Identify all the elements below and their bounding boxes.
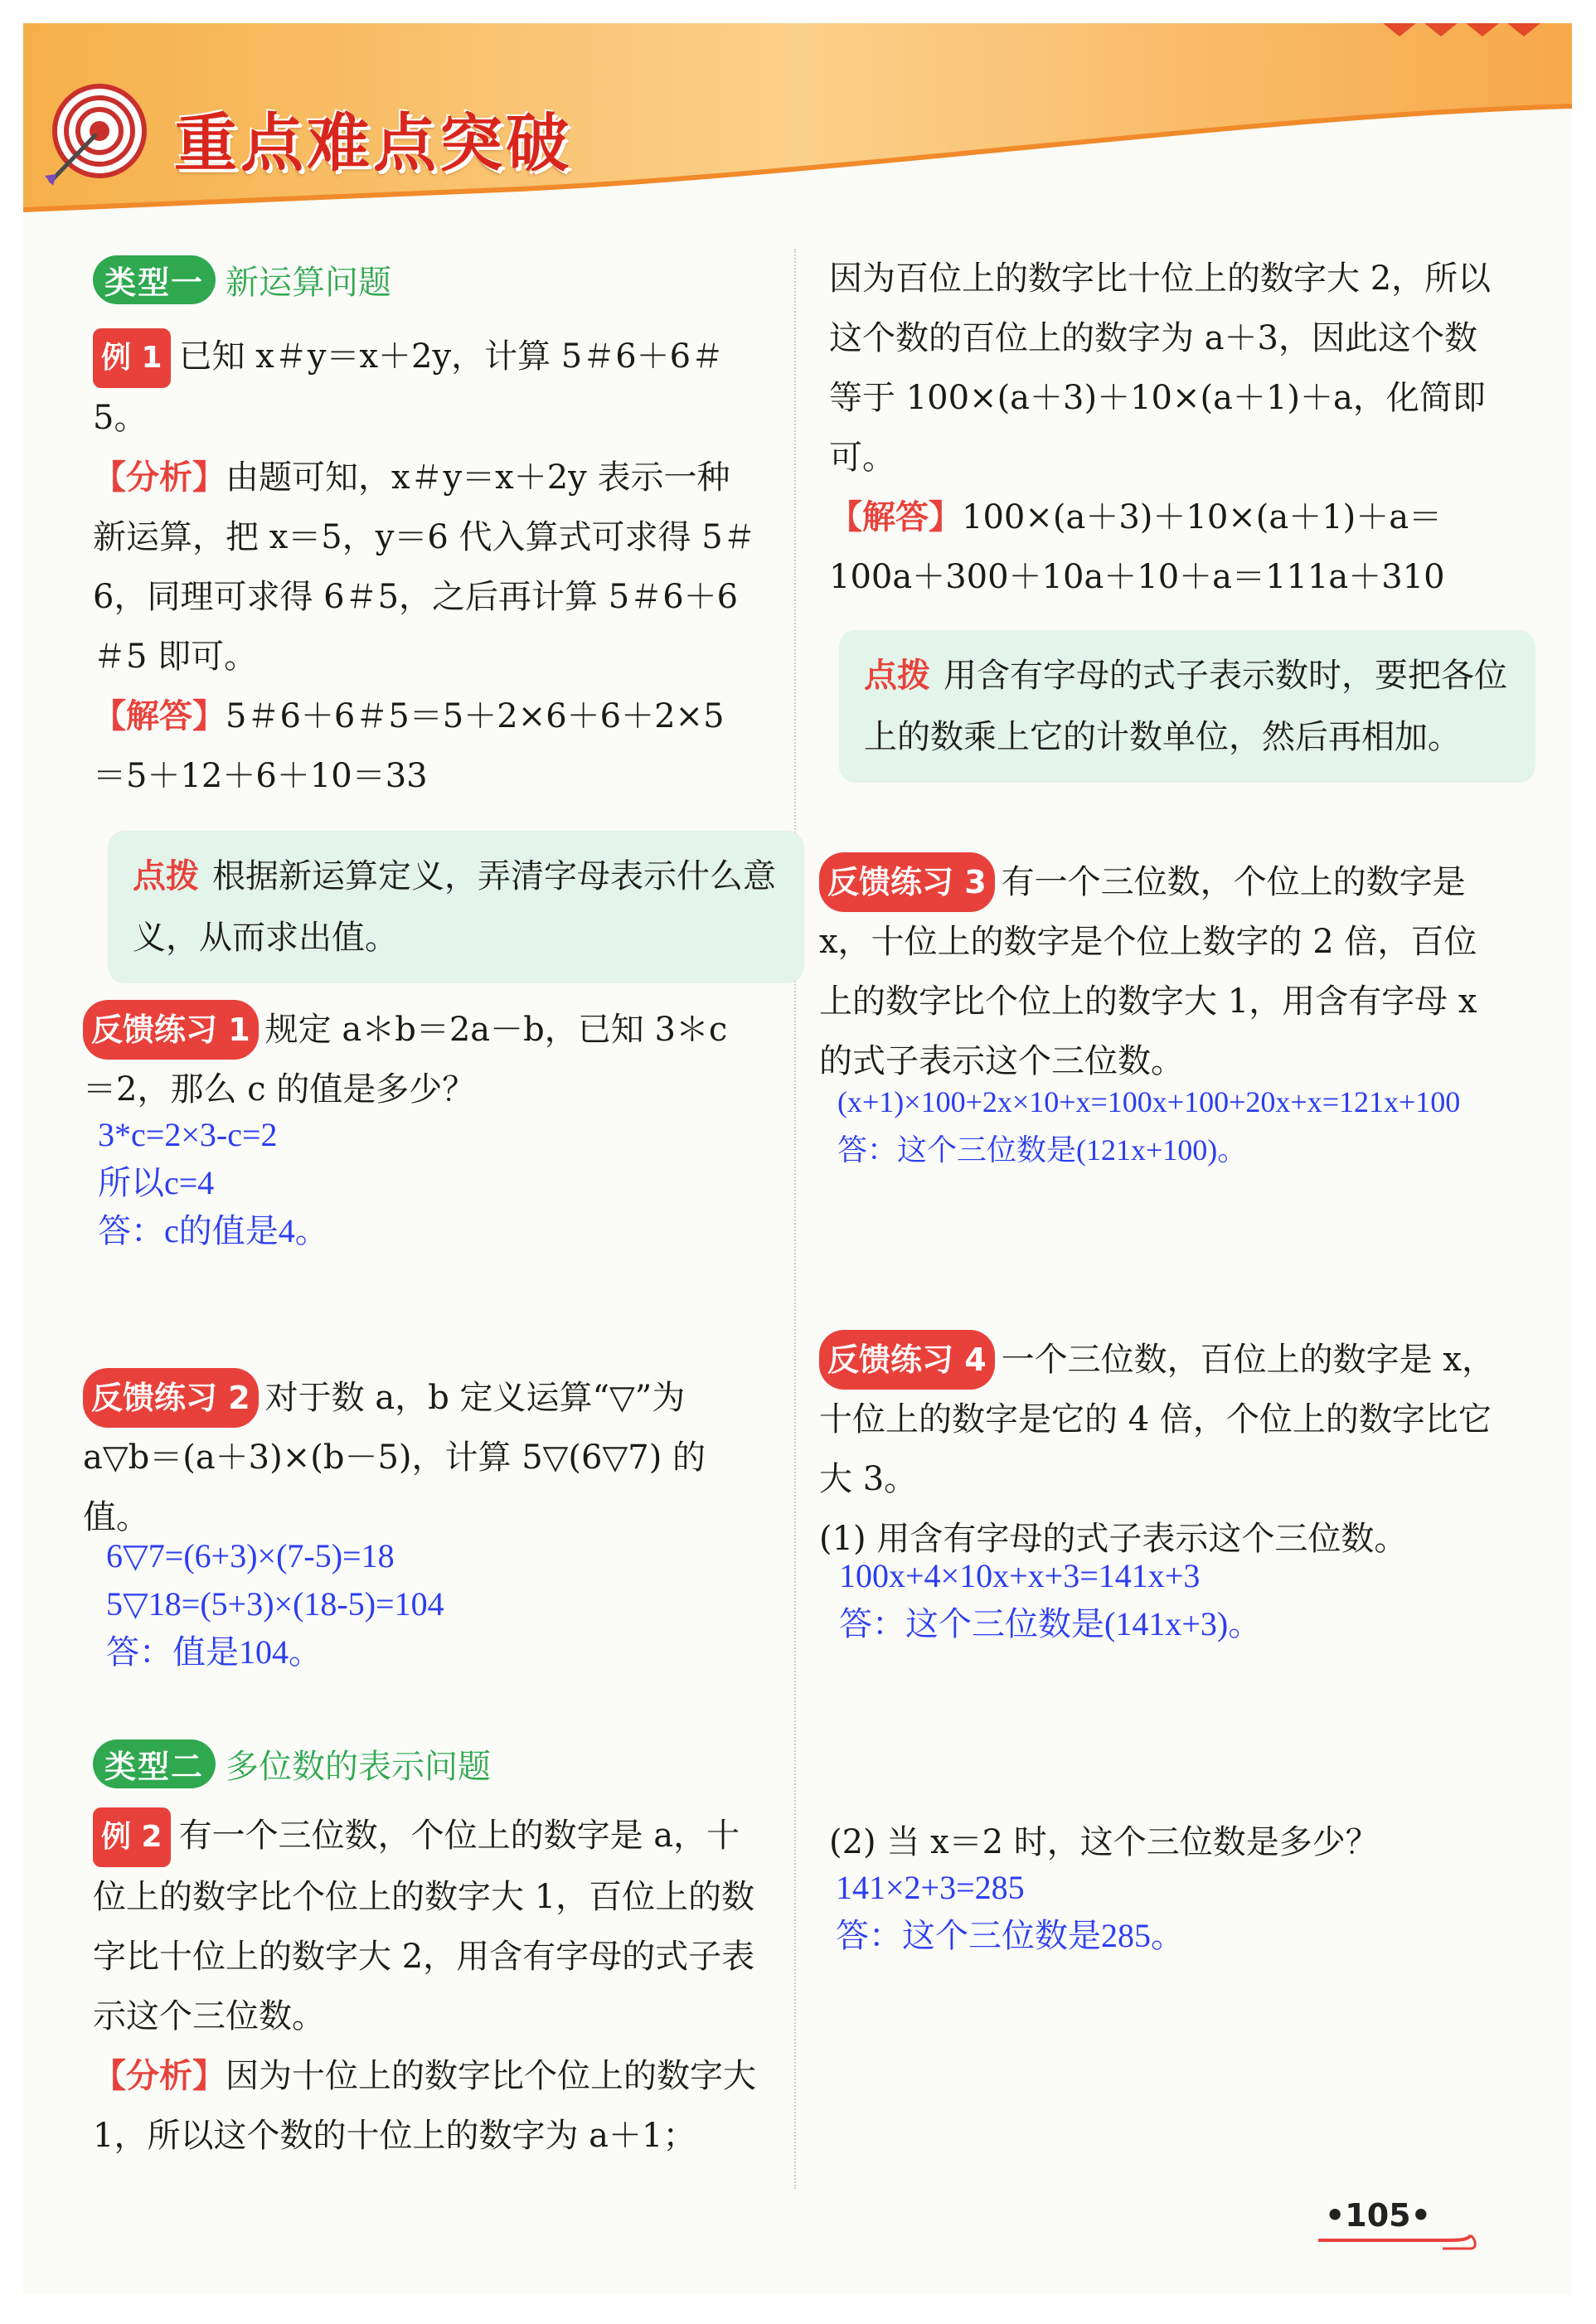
type1-tag: 类型一	[93, 255, 216, 304]
example-2-question: 有一个三位数，个位上的数字是 a，十位上的数字比个位上的数字大 1，百位上的数字比十位上的数字大 2，用含有字母的式子表示这个三位数。	[93, 1817, 755, 2035]
tip-box-2	[839, 630, 1535, 783]
example-2	[93, 1806, 756, 2166]
page-number: •105•	[1325, 2197, 1431, 2234]
example-1	[93, 327, 756, 806]
feedback-4-q2: (2) 当 x＝2 时，这个三位数是多少？	[829, 1823, 1379, 1861]
page-number-underline	[1318, 2230, 1484, 2255]
feedback-1-question: 规定 a＊b＝2a－b，已知 3＊c＝2，那么 c 的值是多少？	[83, 1011, 728, 1109]
feedback-2-question: 对于数 a，b 定义运算“▽”为 a▽b＝(a＋3)×(b－5)，计算 5▽(6▽7) 的值。	[83, 1379, 706, 1536]
type2-title: 多位数的表示问题	[226, 1748, 492, 1786]
feedback-4-q1-handwriting	[839, 1552, 1261, 1648]
handwritten-line: 所以c=4	[98, 1164, 215, 1201]
feedback-4-tag: 反馈练习 4	[819, 1330, 995, 1390]
feedback-3-question: 有一个三位数，个位上的数字是 x，十位上的数字是个位上数字的 2 倍，百位上的数字比个位上的数字大 1，用含有字母 x 的式子表示这个三位数。	[819, 863, 1477, 1080]
example-1-answer: 5＃6＋6＃5＝5＋2×6＋6＋2×5＝5＋12＋6＋10＝33	[93, 697, 725, 795]
example-2-answer: 100×(a＋3)＋10×(a＋1)＋a＝100a＋300＋10a＋10＋a＝111a＋310	[829, 498, 1445, 596]
example-1-tag: 例 1	[93, 328, 171, 388]
feedback-3-tag: 反馈练习 3	[819, 852, 995, 912]
handwritten-line: 6▽7=(6+3)×(7-5)=18	[106, 1537, 395, 1574]
example-2-analysis: 因为十位上的数字比个位上的数字大 1，所以这个数的十位上的数字为 a＋1；	[93, 2057, 756, 2155]
answer-label: 【解答】	[829, 498, 962, 536]
handwritten-line: 141×2+3=285	[836, 1869, 1025, 1906]
example-1-question: 已知 x＃y＝x＋2y，计算 5＃6＋6＃5。	[93, 337, 725, 437]
example-2-tag: 例 2	[93, 1807, 171, 1867]
handwritten-line: 答：这个三位数是(141x+3)。	[839, 1605, 1262, 1642]
handwritten-line: 100x+4×10x+x+3=141x+3	[839, 1557, 1201, 1594]
feedback-4-q1: (1) 用含有字母的式子表示这个三位数。	[819, 1520, 1408, 1558]
handwritten-line: (x+1)×100+2x×10+x=100x+100+20x+x=121x+100	[837, 1085, 1461, 1118]
tip-1-label: 点拨	[133, 857, 199, 895]
feedback-3	[819, 852, 1499, 1091]
type2-heading	[93, 1739, 756, 1788]
analysis-label: 【分析】	[93, 2057, 226, 2095]
handwritten-line: 答：这个三位数是(121x+100)。	[837, 1133, 1248, 1167]
feedback-1-handwriting	[98, 1111, 328, 1255]
feedback-1	[83, 1000, 756, 1119]
target-icon	[41, 83, 158, 191]
analysis-label: 【分析】	[93, 458, 226, 497]
feedback-1-tag: 反馈练习 1	[83, 1000, 259, 1060]
handwritten-line: 答：值是104。	[106, 1633, 322, 1671]
type1-heading	[93, 255, 756, 304]
tip-2-text: 用含有字母的式子表示数时，要把各位上的数乘上它的计数单位，然后再相加。	[864, 657, 1507, 756]
example-1-analysis: 由题可知，x＃y＝x＋2y 表示一种新运算，把 x＝5，y＝6 代入算式可求得 5＃6，同理可求得 6＃5，之后再计算 5＃6＋6＃5 即可。	[93, 458, 756, 676]
tip-2-label: 点拨	[864, 657, 930, 695]
feedback-4-question: 一个三位数，百位上的数字是 x，十位上的数字是它的 4 倍，个位上的数字比它大 3。	[819, 1341, 1495, 1498]
handwritten-line: 3*c=2×3-c=2	[98, 1116, 278, 1153]
feedback-4	[819, 1330, 1499, 1569]
handwritten-line: 答：这个三位数是285。	[836, 1917, 1184, 1954]
example-2-continued	[829, 249, 1492, 607]
handwritten-line: 5▽18=(5+3)×(18-5)=104	[106, 1585, 444, 1623]
answer-label: 【解答】	[93, 697, 226, 735]
feedback-3-handwriting	[837, 1078, 1460, 1174]
feedback-2-handwriting	[106, 1532, 444, 1676]
column-divider	[794, 249, 796, 2189]
feedback-2-tag: 反馈练习 2	[83, 1368, 259, 1428]
handwritten-line: 答：c的值是4。	[98, 1212, 328, 1249]
example-2-analysis-cont: 因为百位上的数字比十位上的数字大 2，所以这个数的百位上的数字为 a＋3，因此这个数等于 100×(a＋3)＋10×(a＋1)＋a，化简即可。	[829, 260, 1492, 477]
tip-box-1	[108, 831, 804, 983]
type1-title: 新运算问题	[226, 264, 392, 302]
type2-tag: 类型二	[93, 1739, 216, 1788]
feedback-4-q2-handwriting	[836, 1864, 1184, 1960]
feedback-2	[83, 1368, 756, 1547]
tip-1-text: 根据新运算定义，弄清字母表示什么意义，从而求出值。	[133, 857, 776, 957]
page-title: 重点难点突破	[174, 106, 572, 180]
